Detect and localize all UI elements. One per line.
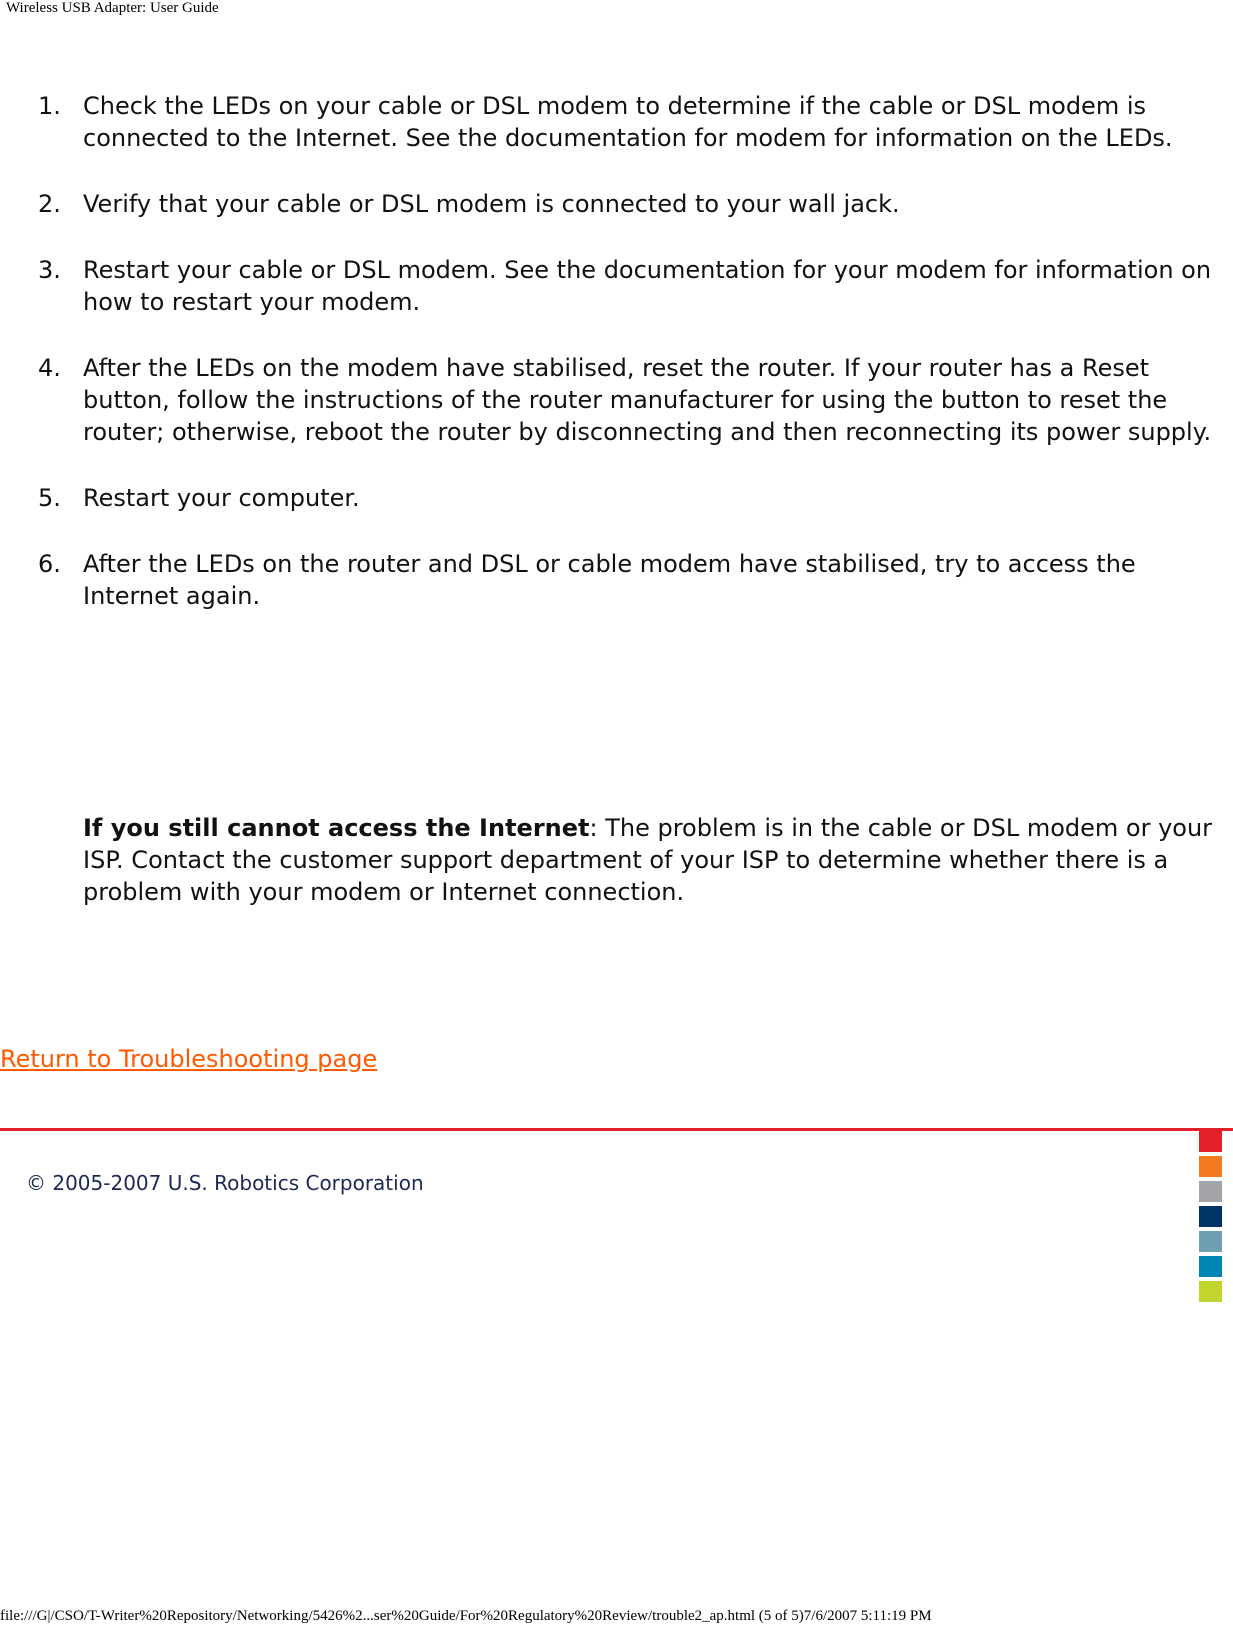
- step-item: [0, 548, 1233, 612]
- color-swatch: [1199, 1156, 1222, 1177]
- footer-divider: [0, 1128, 1233, 1131]
- step-number: 3.: [38, 256, 61, 284]
- step-number: 2.: [38, 190, 61, 218]
- return-to-troubleshooting-link[interactable]: Return to Troubleshooting page: [0, 1045, 378, 1073]
- step-text: Check the LEDs on your cable or DSL modem to determine if the cable or DSL modem is connected to the Internet. See the documentation for modem for information on the LEDs.: [83, 92, 1173, 152]
- step-number: 6.: [38, 550, 61, 578]
- color-swatch: [1199, 1281, 1222, 1302]
- print-header: Wireless USB Adapter: User Guide: [6, 0, 219, 16]
- print-footer: file:///G|/CSO/T-Writer%20Repository/Networking/5426%2...ser%20Guide/For%20Regulatory%20Review/trouble2_ap.html (5 of 5)7/6/2007 5:11:19 PM: [0, 1608, 932, 1624]
- troubleshooting-steps: [0, 90, 1233, 646]
- step-item: [0, 188, 1233, 220]
- brand-color-swatches: [1199, 1131, 1222, 1306]
- step-text: After the LEDs on the router and DSL or cable modem have stabilised, try to access the Internet again.: [83, 550, 1136, 610]
- step-text: Restart your cable or DSL modem. See the documentation for your modem for information on how to restart your modem.: [83, 256, 1212, 316]
- step-text: Restart your computer.: [83, 484, 360, 512]
- copyright-notice: © 2005-2007 U.S. Robotics Corporation: [26, 1171, 424, 1195]
- step-text: After the LEDs on the modem have stabilised, reset the router. If your router has a Reset button, follow the instructions of the router manufacturer for using the button to reset the router; otherwise, reboot the router by disconnecting and then reconnecting its power supply.: [83, 354, 1212, 446]
- color-swatch: [1199, 1256, 1222, 1277]
- step-text: Verify that your cable or DSL modem is connected to your wall jack.: [83, 190, 900, 218]
- still-no-access-note: [0, 812, 1233, 908]
- step-item: [0, 90, 1233, 154]
- color-swatch: [1199, 1231, 1222, 1252]
- step-item: [0, 254, 1233, 318]
- color-swatch: [1199, 1181, 1222, 1202]
- step-number: 5.: [38, 484, 61, 512]
- note-heading: If you still cannot access the Internet: [83, 814, 590, 842]
- color-swatch: [1199, 1131, 1222, 1152]
- step-item: [0, 352, 1233, 448]
- step-number: 4.: [38, 354, 61, 382]
- note-text: : The problem is in the cable or DSL modem or your ISP. Contact the customer support department of your ISP to determine whether there is a problem with your modem or Internet connection.: [83, 814, 1213, 906]
- step-item: [0, 482, 1233, 514]
- color-swatch: [1199, 1206, 1222, 1227]
- step-number: 1.: [38, 92, 61, 120]
